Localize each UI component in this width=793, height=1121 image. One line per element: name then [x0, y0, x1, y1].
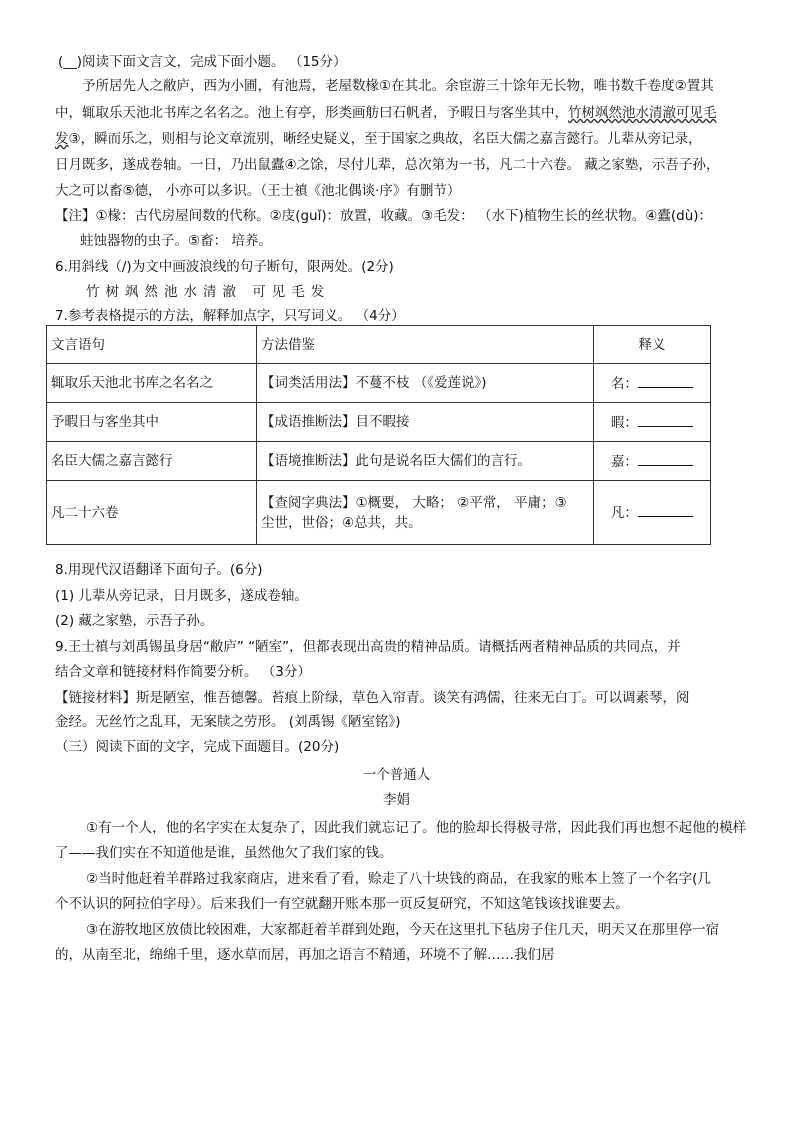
- method-table: [46, 325, 711, 545]
- table-cell-method: 【语境推断法】此句是说名臣大儒们的言行。: [257, 442, 594, 481]
- answer-blank[interactable]: [638, 412, 693, 427]
- link-material-line: 金经。无丝竹之乱耳，无案牍之劳形。 (刘禹锡《陋室铭》): [55, 714, 401, 730]
- question-8-sentence: (2) 藏之家塾，示吾子孙。: [55, 613, 214, 629]
- question-6-stem: 6.用斜线（/)为文中画波浪线的句子断句，限两处。(2分): [55, 259, 394, 275]
- table-header-cell: 文言语句: [47, 326, 257, 364]
- paragraph-line: ①有一个人，他的名字实在太复杂了，因此我们就忘记了。他的脸却长得极寻常，因此我们再也想不起他的模样: [86, 820, 747, 836]
- table-cell-method: [257, 481, 594, 545]
- table-cell-answer: [594, 364, 711, 403]
- paragraph-line: ③在游牧地区放债比较困难，大家都赶着羊群到处跑，今天在这里扎下毡房子住几天，明天又在那里停一宿: [86, 922, 720, 938]
- table-header-cell: 方法借鉴: [257, 326, 594, 364]
- table-header-cell: 释义: [594, 326, 711, 364]
- table-row: [47, 403, 711, 442]
- table-row: [47, 442, 711, 481]
- answer-blank[interactable]: [638, 451, 693, 466]
- question-9-stem: 9.王士禛与刘禹锡虽身居“敝庐” “陋室”，但都表现出高贵的精神品质。请概括两者精神品质的共同点，并: [55, 639, 681, 655]
- answer-blank[interactable]: [638, 373, 693, 388]
- section-2-heading: (__)阅读下面文言文，完成下面小题。 （15分）: [58, 54, 347, 70]
- wavy-underlined-sentence: 竹树飒然池水清澈可见毛: [568, 105, 717, 121]
- passage-line: 大之可以畜⑤德， 小亦可以多识。（王士禛《池北偶谈·序》有删节）: [55, 183, 461, 199]
- table-cell-method: 【词类活用法】不蔓不枝 （《爱莲说》): [257, 364, 594, 403]
- answer-label: 暇：: [610, 414, 638, 431]
- method-line: 【查阅字典法】①概要， 大略； ②平常， 平庸；③: [261, 494, 567, 511]
- table-cell-answer: [594, 403, 711, 442]
- paragraph-line: ②当时他赶着羊群路过我家商店，进来看了看，赊走了八十块钱的商品，在我家的账本上签了一个名字(几: [86, 871, 711, 887]
- table-cell-sentence: 名臣大儒之嘉言懿行: [47, 442, 257, 481]
- question-9-stem: 结合文章和链接材料作简要分析。 （3分）: [55, 664, 311, 680]
- article-title: 一个普通人: [362, 767, 431, 783]
- wavy-underlined-sentence: 发: [55, 131, 69, 147]
- table-cell-answer: [594, 442, 711, 481]
- paragraph-line: 了——我们实在不知道他是谁，虽然他欠了我们家的钱。: [55, 845, 393, 861]
- table-cell-answer: [594, 481, 711, 545]
- paragraph-line: 的，从南至北，绵绵千里，逐水草而居，再加之语言不精通，环境不了解……我们居: [55, 947, 555, 963]
- answer-label: 凡：: [610, 505, 638, 521]
- article-author: 李娟: [383, 792, 410, 808]
- table-cell-sentence: 凡二十六卷: [47, 481, 257, 545]
- section-3-heading: （三）阅读下面的文字，完成下面题目。(20分): [55, 739, 340, 755]
- note-line: 【注】①椽：古代房屋间数的代称。②庋(guǐ)：放置，收藏。③毛发： （水下)植物生长的丝状物。④蠹(dù)：: [55, 208, 713, 224]
- answer-label: 名：: [610, 375, 638, 392]
- table-row: [47, 481, 711, 545]
- passage-line: 日月既多，遂成卷轴。一日，乃出鼠蠹④之馀，尽付儿辈，总次第为一书，凡二十六卷。 藏之家塾，示吾子孙，: [55, 157, 720, 173]
- passage-text: ③，瞬而乐之，则相与论文章流别，晰经史疑义，至于国家之典故，名臣大儒之嘉言懿行。儿辈从旁记录，: [68, 131, 702, 147]
- table-cell-sentence: 予暇日与客坐其中: [47, 403, 257, 442]
- question-8-sentence: (1) 儿辈从旁记录，日月既多，遂成卷轴。: [55, 588, 308, 604]
- passage-line: [55, 103, 717, 123]
- passage-text: 中，辄取乐天池北书库之名名之。池上有亭，形类画舫曰石帆者，予暇日与客坐其中，: [55, 105, 568, 121]
- paragraph-line: 个不认识的阿拉伯字母）。后来我们一有空就翻开账本那一页反复研究，不知这笔钱该找谁要去。: [55, 896, 629, 912]
- note-line: 蛀蚀器物的虫子。⑤畜： 培养。: [80, 233, 272, 249]
- link-material-line: 【链接材料】斯是陋室，惟吾德馨。苔痕上阶绿，草色入帘青。谈笑有鸿儒，往来无白丁。可以调素琴，阅: [55, 690, 690, 706]
- answer-blank[interactable]: [638, 502, 693, 517]
- question-7-stem: 7.参考表格提示的方法，解释加点字，只写词义。 （4分）: [55, 308, 405, 324]
- passage-line: [55, 129, 702, 149]
- question-6-sentence: 竹树飒然池水清澈 可见毛发: [86, 284, 331, 300]
- table-cell-sentence: 辄取乐天池北书库之名名之: [47, 364, 257, 403]
- question-8-stem: 8.用现代汉语翻译下面句子。(6分): [55, 562, 263, 578]
- passage-line: 予所居先人之敝庐，西为小圃，有池焉，老屋数椽①在其北。余宦游三十馀年无长物，唯书数千卷度②置其: [82, 78, 714, 94]
- table-header-row: [47, 326, 711, 364]
- table-cell-method: 【成语推断法】目不暇接: [257, 403, 594, 442]
- answer-label: 嘉：: [610, 453, 638, 470]
- method-line: 尘世，世俗；④总共，共。: [261, 514, 422, 531]
- table-row: [47, 364, 711, 403]
